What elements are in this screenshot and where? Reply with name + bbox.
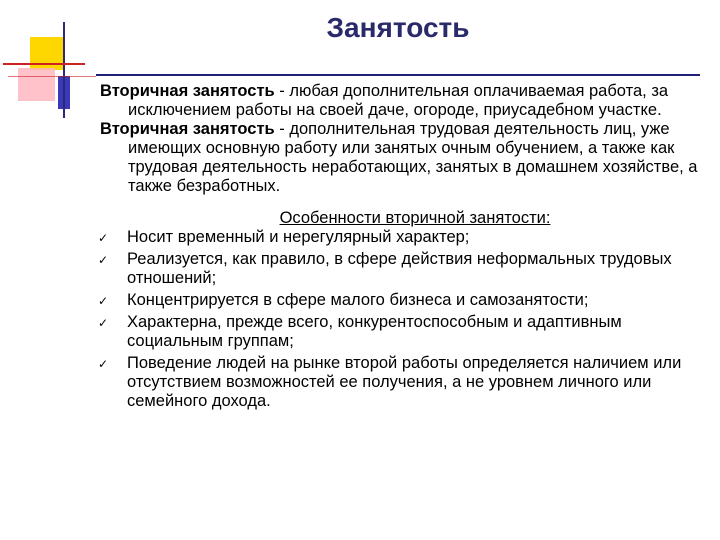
vertical-rule: [63, 22, 65, 118]
list-item: [100, 291, 700, 310]
slide-body: [100, 82, 700, 414]
definition-text: - дополнительная трудовая деятельность лиц, уже имеющих основную работу или занятых очным обучением, а также как трудовая деятельность неработающих, занятых в домашнем хозяйстве, а также безработных.: [128, 120, 698, 195]
title-divider: [96, 74, 700, 76]
horizontal-rule: [3, 63, 85, 65]
check-icon: ✓: [98, 316, 109, 330]
definition-1: [100, 82, 700, 120]
list-item: [100, 354, 700, 411]
definition-term: Вторичная занятость: [100, 82, 275, 100]
features-list: [100, 228, 700, 411]
definition-text: - любая дополнительная оплачиваемая работа, за исключением работы на своей даче, огороде, приусадебном участке.: [128, 82, 669, 119]
check-icon: ✓: [98, 357, 109, 371]
definition-term: Вторичная занятость: [100, 120, 275, 138]
horizontal-rule-secondary: [8, 76, 96, 77]
features-heading: Особенности вторичной занятости:: [279, 209, 551, 227]
list-item: [100, 313, 700, 351]
list-item: [100, 228, 700, 247]
definition-2: [100, 120, 700, 196]
list-item: [100, 250, 700, 288]
check-icon: ✓: [98, 253, 109, 267]
pink-square: [18, 68, 55, 101]
feature-text: Характерна, прежде всего, конкурентоспособным и адаптивным социальным группам;: [127, 313, 622, 350]
check-icon: ✓: [98, 231, 109, 245]
feature-text: Реализуется, как правило, в сфере действия неформальных трудовых отношений;: [127, 250, 672, 287]
yellow-square: [30, 37, 64, 70]
check-icon: ✓: [98, 294, 109, 308]
feature-text: Поведение людей на рынке второй работы определяется наличием или отсутствием возможностей ее получения, а не уровнем личного или семейного дохода.: [127, 354, 682, 410]
slide-title: Занятость: [326, 12, 470, 43]
feature-text: Концентрируется в сфере малого бизнеса и самозанятости;: [127, 291, 589, 309]
feature-text: Носит временный и нерегулярный характер;: [127, 228, 470, 246]
corner-decoration: [0, 0, 100, 120]
